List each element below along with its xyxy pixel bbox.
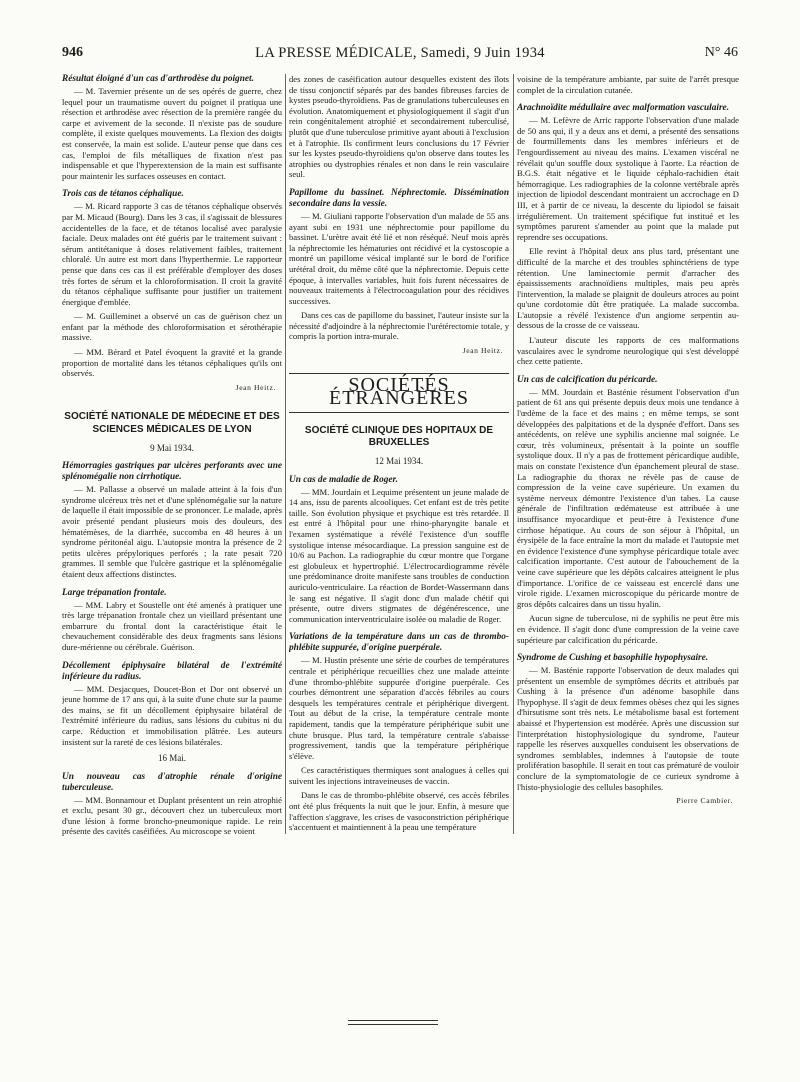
article-title: Large trépanation frontale. (62, 587, 167, 598)
society-title: SOCIÉTÉ CLINIQUE DES HOPITAUX DE BRUXELLES (304, 424, 494, 449)
article-text: — MM. Bérard et Patel évoquent la gravité et la grande proportion de mortalité dans les tétanos céphaliques qu'ils ont observés. (62, 347, 282, 379)
section-banner (289, 373, 509, 413)
article-title: Arachnoïdite médullaire avec malformation vasculaire. (517, 103, 730, 114)
session-date: 16 Mai. (158, 753, 186, 764)
society-title: SOCIÉTÉ NATIONALE DE MÉDECINE ET DES SCIENCES MÉDICALES DE LYON (64, 411, 280, 436)
article-title: Variations de la température dans un cas de thrombo-phlébite suppurée, d'origine puerpérale. (289, 632, 509, 654)
page-number: 946 (62, 45, 83, 60)
article-title: Décollement épiphysaire bilatéral de l'extrémité inférieure du radius. (62, 660, 282, 682)
article-text: Aucun signe de tuberculose, ni de syphilis ne peut être mis en évidence. Il s'agit donc d'une compression de la veine cave supérieure par calcification du péricarde. (517, 613, 739, 645)
article-text: Dans ces cas de papillome du bassinet, l'auteur insiste sur la nécessité d'adjoindre à la néphrectomie l'urétérectomie totale, y compris la portion intra-murale. (289, 310, 509, 342)
author-signature: Pierre Cambier. (676, 796, 733, 806)
article-text: Elle revint à l'hôpital deux ans plus tard, présentant une difficulté de la marche et des troubles sphinctériens de type rétention. Une laminectomie permit d'arracher des épaississements arachnoïdiens multiples, mais peu après l'intervention, la malade se plaignit de douleurs atroces au point qu'une cordotomie dût être pratiquée. La malade succomba. L'autopsie a révélé l'existence d'un angiome serpentin au-dessous de la crosse de ce vaisseau. (517, 246, 739, 331)
article-title: Hémorragies gastriques par ulcères perforants avec une splénomégalie non cirrhotique. (62, 461, 282, 483)
article-text: L'auteur discute les rapports de ces malformations vasculaires avec le syndrome neurologique qui s'est développé chez cette patiente. (517, 335, 739, 367)
article-title: Résultat éloigné d'un cas d'arthrodèse du poignet. (62, 74, 254, 84)
page-header (62, 45, 738, 67)
column-divider-1 (285, 74, 286, 834)
column-divider-2 (513, 74, 514, 834)
article-text: — MM. Jourdain et Basténie résument l'observation d'un patient de 61 ans qui présente depuis deux mois une tendance à l'œdème de la face et des mains ; en même temps, se sont développées des palpitations et de la dyspnée d'effort. Dans ses antécédents, on relève une syphilis ancienne mal soignée. Le cœur, très volumineux, présentait à la pointe un souffle systolique doux. Il n'y a pas de frottement péricardique audible, mais on constate l'existence d'un épanchement pleural de stase. La radiographie du thorax ne révèle pas de cause de compression de la veine cave supérieure. Un examen du système nerveux démontre l'existence d'un tabes. La cause générale de l'infiltration œdémateuse est attribuée à une insuffisance myocardique et peut-être à l'existence d'une cirrhose hépatique. Au cours de son séjour à l'hôpital, un érysipèle de la face entraîne la mort du malade et l'autopsie met en évidence l'existence d'une symphyse péricardique totale avec calcification importante. C'est autour de l'abouchement de la veine cave supérieure que les dépôts calcaires atteignent le plus d'importance. L'orifice de ce vaisseau est encerclé dans une virole rigide. L'examen microscopique du péricarde montre de gros dépôts calcaires dans un tissu hyalin. (517, 386, 739, 609)
author-signature: Jean Heitz. (235, 382, 276, 392)
article-text: — MM. Bonnamour et Duplant présentent un rein atrophié et exclu, pesant 30 gr., découvert chez un tuberculeux mort d'une lésion à forme broncho-pneumonique rapide. Le rein présente des cavités caséifiées. Au microscope se voient (62, 794, 282, 837)
article-text: des zones de caséification autour desquelles existent des îlots de tissu conjonctif séparés par des bandes fibreuses farcies de kystes pseudo-thyroïdiens. Pas de granulations tuberculeuses en évolution. Anatomiquement et physiologiquement il s'agit d'un rein congénitalement atrophié et secondairement tuberculisé, plutôt que d'une tuberculose primitive ayant abouti à l'exclusion et à l'atrophie. Ils confirment leurs conclusions du 17 Février sur les kystes pseudo-thyroïdiens qu'on observe dans toutes les atrophies ou dystrophies rénales et non dans le rein vasculaire seul. (289, 74, 509, 180)
section-title: SOCIÉTÉS ÉTRANGÈRES (329, 373, 469, 410)
article-title: Papillome du bassinet. Néphrectomie. Dissémination secondaire dans la vessie. (289, 187, 509, 209)
article-title: Trois cas de tétanos céphalique. (62, 189, 184, 200)
bottom-rule (348, 1024, 438, 1025)
session-date: 12 Mai 1934. (374, 456, 424, 467)
article-text: — MM. Labry et Soustelle ont été amenés à pratiquer une très large trépanation frontale chez un vieillard présentant une embarrure du frontal dont la caractéristique était le chevauchement considérable des deux fragments sans lésions dure-mérienne ou cérébrale. Guérison. (62, 599, 282, 652)
column-2 (289, 74, 509, 1034)
article-text: — MM. Jourdain et Lequime présentent un jeune malade de 14 ans, issu de parents alcooliques. Cet enfant est de très petite taille. Son évolution physique et psychique est très retardée. Il est entré à l'hôpital pour une rhino-pharyngite banale et l'examen systématique a révélé l'existence d'un souffle systolique intense mésocardiaque. La pression sanguine est de 10/6 au Pachon. La radiographie du cœur montre que l'organe est globuleux et hypertrophié. L'électrocardiogramme révèle une prédominance droite manifeste sans troubles de conduction auriculo-ventriculaire. La réaction de Bordet-Wassermann dans le sang est négative. Il s'agit donc d'un malade chétif qui présente, outre divers stigmates de dégénérescence, une communication interventriculaire isolée ou maladie de Roger. (289, 486, 509, 624)
article-text: Ces caractéristiques thermiques sont analogues à celles qui suivent les injections intraveineuses de vaccin. (289, 765, 509, 786)
article-title: Un cas de calcification du péricarde. (517, 374, 658, 385)
article-title: Un cas de maladie de Roger. (289, 474, 398, 485)
bottom-rule (348, 1020, 438, 1021)
article-text: — M. Lefèvre de Arric rapporte l'observation d'une malade de 50 ans qui, il y a deux ans et demi, a présenté des sensations de fourmillements dans les membres inférieurs et de l'engourdissement au niveau des mains. L'examen viscéral ne révélait qu'un souffle doux systolique à l'aorte. La réaction de B.G.S. était négative et le liquide céphalo-rachidien était hémorragique. Les radiographies de la colonne vertébrale après injection de lipiodol descendant montraient un accrochage en D III, et à partir de ce niveau, la descente du lipiodol se faisait irrégulièrement. Un traitement spécifique fut institué et les symptômes parurent s'amender au point que la malade put reprendre ses occupations. (517, 115, 739, 242)
article-text: — MM. Desjacques, Doucet-Bon et Dor ont observé un jeune homme de 17 ans qui, à la suite d'une chute sur la paume des mains, se fit un décollement épiphysaire bilatéral de l'extrémité inférieure du radius, sans lésions du cubitus ni du carpe. Réduction et immobilisation plâtrée. Les auteurs insistent sur la rareté de ces lésions bilatérales. (62, 683, 282, 747)
article-text: — M. Hustin présente une série de courbes de températures centrale et périphérique recueillies chez une malade atteinte d'une thrombo-phlébite suppurée d'origine puerpérale. Ces courbes démontrent une séparation d'accès fébriles au cours desquels les températures centrale et périphérique divergent. Tout au début de la crise, la température centrale monte rapidement, tandis que la température périphérique subit une chute brusque. Plus tard, la température centrale s'abaisse progressivement, tandis que la température périphérique s'élève. (289, 655, 509, 761)
article-text: voisine de la température ambiante, par suite de l'arrêt presque complet de la circulation cutanée. (517, 74, 739, 95)
article-text: — M. Tavernier présente un de ses opérés de guerre, chez lequel pour un traumatisme ouvert du poignet il pratiqua une résection et arthrodèse avec résection de la première rangée du carpe et avivement de la seconde. Il n'existe pas de soudure complète, il existe quelques mouvements. La flexion des doigts est conservée, la main est solide. L'auteur pense que dans ces cas, l'emploi de fils métalliques de fixation n'est pas indispensable et que l'hyperextension de la main est suffisante pour maintenir les surfaces osseuses en contact. (62, 86, 282, 181)
article-text: — M. Guilleminet a observé un cas de guérison chez un enfant par la méthode des chloroformisation et sérothérapie massive. (62, 311, 282, 343)
article-text: — M. Ricard rapporte 3 cas de tétanos céphalique observés par M. Micaud (Bourg). Dans les 3 cas, il s'agissait de blessures accidentelles de la face, et de tétanos localisé avec paralysie faciale. Deux malades ont été guéris par le traitement suivant : sérum antitétanique à doses relativement faibles, traitement chloralé. Un autre est mort dans l'hyperthermie. Le rapporteur pense que dans ces cas il est préférable d'employer des doses très fortes de sérum et la chloroformisation. Il croit la gravité du tétanos céphalique suffisante pour justifier un traitement énergique d'emblée. (62, 201, 282, 307)
article-text: — M. Giuliani rapporte l'observation d'un malade de 55 ans ayant subi en 1931 une néphrectomie pour papillome du bassinet. L'urètre avait été lié et non réséqué. Neuf mois après la néphrectomie les hématuries ont récidivé et la cystoscopie a montré un papillome vésical implanté sur le bord de l'orifice urétéral droit, du même côté que la néphrectomie. Depuis cette époque, à intervalles variables, huit fois furent nécessaires de nouveaux traitements à l'électrocoagulation pour des récidives successives. (289, 210, 509, 306)
article-text: Dans le cas de thrombo-phlébite observé, ces accès fébriles ont été plus fréquents la nuit que le jour. Enfin, à mesure que l'affection s'aggrave, les crises de vasoconstriction périphérique s'accentuent et maintiennent à la peau une température (289, 790, 509, 833)
column-3 (517, 74, 739, 1034)
article-title: Syndrome de Cushing et basophilie hypophysaire. (517, 653, 709, 664)
journal-title: LA PRESSE MÉDICALE, Samedi, 9 Juin 1934 (255, 45, 545, 61)
session-date: 9 Mai 1934. (150, 442, 194, 453)
issue-number: N° 46 (704, 45, 738, 60)
column-1 (62, 74, 282, 1034)
article-title: Un nouveau cas d'atrophie rénale d'origine tuberculeuse. (62, 771, 282, 793)
article-text: — M. Pallasse a observé un malade atteint à la fois d'un syndrome ulcéreux très net et d'une splénomégalie sur la nature de laquelle il était impossible de se prononcer. Le malade, après avoir présenté pendant plusieurs mois des douleurs, des hématémèses, de la diarrhée, succomba en 48 heures à un syndrome péritonéal aigu. L'autopsie montra la présence de 2 petits ulcères prépyloriques perforés ; la rate pesait 720 grammes. Il semble que l'ulcère gastrique et la splénomégalie étaient deux affections distinctes. (62, 484, 282, 579)
article-text: — M. Basténie rapporte l'observation de deux malades qui présentent un ensemble de symptômes décrits et attribués par Cushing à la présence d'un adénome basophile dans l'hypophyse. Il s'agit de deux femmes obèses chez qui les signes d'hirsutisme sont très nets. Le métabolisme basal est fortement abaissé et l'hypertension est modérée. Après une discussion sur l'interprétation histophysiologique du syndrome, l'auteur rappelle les réserves auxquelles conduisent les observations de syndromes semblables, indemnes à l'autopsie de toute prolifération basophile. Il serait en tout cas prématuré de vouloir conclure de la symptomatologie de ce curieux syndrome à l'histo-physiologie des cellules basophiles. (517, 665, 739, 792)
author-signature: Jean Heitz. (462, 346, 503, 356)
